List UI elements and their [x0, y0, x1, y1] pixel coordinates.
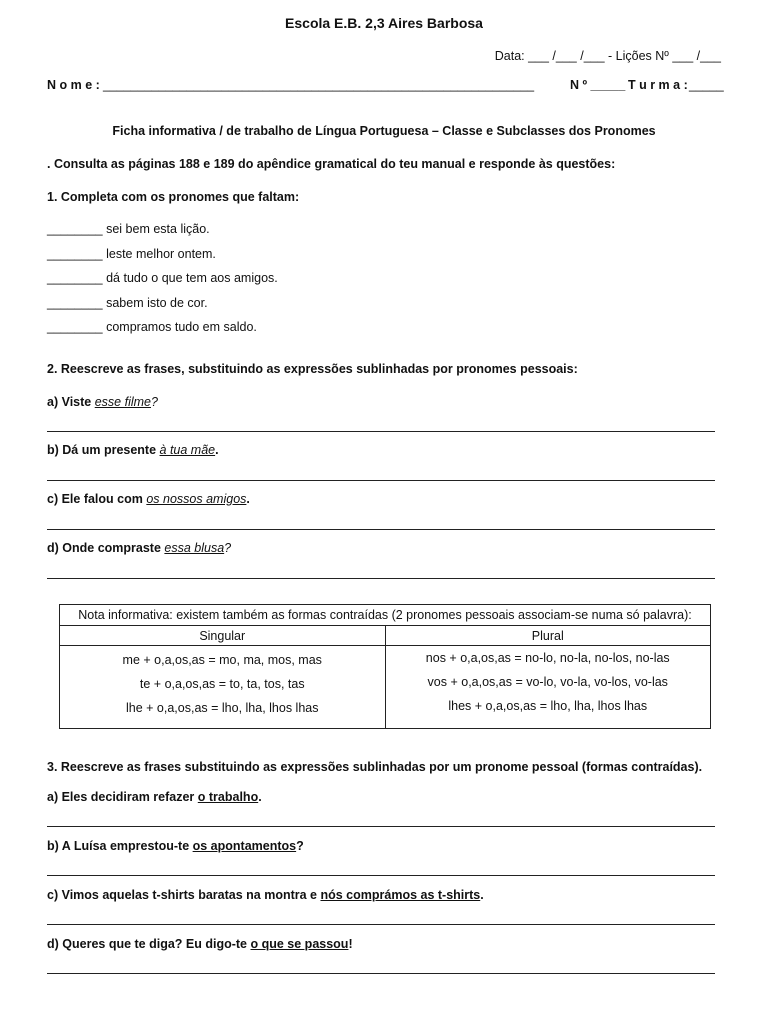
underlined-expression: o que se passou: [250, 937, 349, 951]
sentence-punct: .: [480, 888, 484, 902]
q3-sentence-d: [47, 937, 353, 951]
q1-text: leste melhor ontem.: [106, 247, 216, 261]
underlined-expression: esse filme: [94, 395, 151, 409]
sentence-text: d) Queres que te diga? Eu digo-te: [47, 937, 251, 951]
q1-blank: ________: [47, 320, 103, 334]
number-label: N º _____: [570, 78, 626, 92]
answer-line[interactable]: [47, 826, 715, 827]
note-title: Nota informativa: existem também as formas contraídas (2 pronomes pessoais associam-se numa só palavra):: [60, 605, 711, 626]
q1-item: [47, 320, 257, 334]
q1-heading: 1. Completa com os pronomes que faltam:: [47, 190, 300, 204]
answer-line[interactable]: [47, 875, 715, 876]
q1-item: [47, 271, 278, 285]
date-lessons-line: Data: ___ /___ /___ - Lições Nº ___ /___: [494, 49, 721, 63]
plural-form: nos + o,a,os,as = no-lo, no-la, no-los, no-las: [425, 651, 670, 665]
sentence-punct: .: [258, 790, 262, 804]
q2-sentence-c: [47, 492, 250, 506]
answer-line[interactable]: [47, 924, 715, 925]
plural-forms: [385, 646, 711, 729]
underlined-expression: os apontamentos: [192, 839, 297, 853]
q2-heading: 2. Reescreve as frases, substituindo as expressões sublinhadas por pronomes pessoais:: [47, 362, 578, 376]
q1-text: compramos tudo em saldo.: [106, 320, 257, 334]
sentence-text: a) Viste: [47, 395, 95, 409]
singular-forms: [60, 646, 386, 729]
underlined-expression: à tua mãe: [159, 443, 216, 457]
name-blank: ______________________________________________________________: [103, 78, 535, 92]
sentence-text: c) Ele falou com: [47, 492, 147, 506]
sentence-text: a) Eles decidiram refazer: [47, 790, 198, 804]
sentence-punct: ?: [151, 395, 158, 409]
q2-sentence-b: [47, 443, 219, 457]
q3-heading: 3. Reescreve as frases substituindo as expressões sublinhadas por um pronome pessoal (formas contraídas).: [47, 760, 703, 774]
q3-sentence-c: [47, 888, 484, 902]
sentence-text: b) A Luísa emprestou-te: [47, 839, 193, 853]
underlined-expression: os nossos amigos: [146, 492, 247, 506]
sentence-text: d) Onde compraste: [47, 541, 165, 555]
singular-form: me + o,a,os,as = mo, ma, mos, mas: [122, 653, 322, 667]
answer-line[interactable]: [47, 431, 715, 432]
plural-header: Plural: [385, 626, 711, 646]
q1-item: [47, 296, 208, 310]
worksheet-title: Ficha informativa / de trabalho de Língua Portuguesa – Classe e Subclasses dos Pronomes: [112, 124, 656, 138]
school-name: Escola E.B. 2,3 Aires Barbosa: [285, 15, 483, 31]
sentence-punct: !: [348, 937, 353, 951]
q2-sentence-d: [47, 541, 231, 555]
plural-form: vos + o,a,os,as = vo-lo, vo-la, vo-los, vo-las: [427, 675, 668, 689]
name-label: N o m e :: [47, 78, 100, 92]
q3-sentence-b: [47, 839, 304, 853]
q1-item: [47, 222, 210, 236]
q1-blank: ________: [47, 222, 103, 236]
sentence-punct: .: [246, 492, 250, 506]
underlined-expression: nós comprámos as t-shirts: [320, 888, 481, 902]
q1-text: dá tudo o que tem aos amigos.: [106, 271, 278, 285]
answer-line[interactable]: [47, 529, 715, 530]
class-blank: _____: [689, 78, 724, 92]
instruction: . Consulta as páginas 188 e 189 do apêndice gramatical do teu manual e responde às questões:: [47, 157, 616, 171]
sentence-text: c) Vimos aquelas t-shirts baratas na montra e: [47, 888, 321, 902]
answer-line[interactable]: [47, 973, 715, 974]
sentence-punct: ?: [224, 541, 232, 555]
q1-text: sabem isto de cor.: [106, 296, 208, 310]
plural-form: lhes + o,a,os,as = lho, lha, lhos lhas: [448, 699, 648, 713]
singular-header: Singular: [60, 626, 386, 646]
q1-item: [47, 247, 216, 261]
q2-sentence-a: [47, 395, 158, 409]
q3-sentence-a: [47, 790, 262, 804]
class-label: T u r m a :: [628, 78, 688, 92]
sentence-punct: ?: [296, 839, 304, 853]
sentence-text: b) Dá um presente: [47, 443, 160, 457]
answer-line[interactable]: [47, 578, 715, 579]
contracted-forms-table: [59, 604, 711, 729]
underlined-expression: o trabalho: [197, 790, 259, 804]
underlined-expression: essa blusa: [164, 541, 225, 555]
q1-text: sei bem esta lição.: [106, 222, 210, 236]
singular-form: te + o,a,os,as = to, ta, tos, tas: [139, 677, 305, 691]
answer-line[interactable]: [47, 480, 715, 481]
sentence-punct: .: [215, 443, 219, 457]
q1-blank: ________: [47, 296, 103, 310]
q1-blank: ________: [47, 271, 103, 285]
q1-blank: ________: [47, 247, 103, 261]
singular-form: lhe + o,a,os,as = lho, lha, lhos lhas: [126, 701, 319, 715]
